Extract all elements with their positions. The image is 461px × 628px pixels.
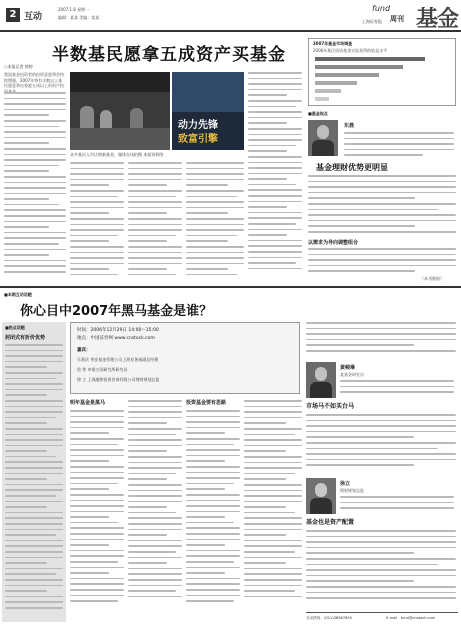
columnist-name: 东晨 [344,123,355,129]
main-headline: 半数基民愿拿五成资产买基金 [52,45,286,65]
page-header [0,0,461,32]
expert2-title: 理财规划总监 [340,488,364,493]
article1-column-3 [128,162,182,282]
forum-place: 地点：中国证券网 www.cnstock.com [77,336,155,341]
article1-column-2 [70,162,124,282]
hot-topic-body [5,344,63,618]
lower-section-tag: ■本期互动话题 [4,292,32,297]
footer-hotline: 互动热线：(021)38967855 [306,616,352,620]
forum-guest-1: 乐嘉庆 华安基金管理公司上海业务部副总经理 [77,357,159,362]
article1-lead: 我国基金投资者的投资意愿将会持续增强，2007年将有半数以上基民愿意拿出家庭五成以上的资产投 [4,72,64,89]
photo-caption: 众多基民入市认购新基金，媒体在场拍摄 本报资料图 [70,152,164,157]
article1-column-5 [248,72,302,282]
columnist-photo [308,120,338,156]
expert1-intro [340,380,454,398]
banner-ad-subtitle: 致富引擎 [178,134,218,145]
news-photo [70,72,170,150]
lower-column-1 [70,410,124,612]
forum-info-box [70,322,300,394]
hot-topic-title: 封闭式有折价优势 [5,335,46,341]
columnist-intro [344,132,454,160]
last-article-title: 基金也是资产配置 [306,519,355,526]
editor-credits: 编辑：某某 美编：某某 [58,15,100,20]
lower-column-2 [128,400,182,612]
section-divider [0,286,461,288]
right-section-tag: ■基金视点 [308,111,328,116]
hot-topic-sidebar [2,322,66,622]
hot-topic-tag: ■热点话题 [5,325,25,330]
lower-headline: 你心目中2007年黑马基金是谁？ [20,304,213,319]
survey-panel-title: 2007年基金市场调查 [313,41,353,46]
lower-right-body-2 [306,530,456,610]
right-article-subhead: 以需求为导向调整组合 [308,240,359,246]
forum-guest-2: 詹 铁 申银万国研究所研究员 [77,367,128,372]
survey-panel-subtitle: 2006年基民投资基金实际获得的收益水平 [313,48,388,53]
lower-column-3 [186,410,240,612]
brand-logo: 基金 [416,7,459,32]
page-number: 2 [6,8,20,22]
right-column-title: 市场马不如买台马 [306,403,355,410]
brand-weekly: 周刊 [390,15,404,23]
col3-title: 投资基金要有思路 [186,400,227,406]
right-article-source: （本刊数据） [420,276,444,281]
byline: ○本报记者 徐婷 [4,64,33,69]
banner-ad-title: 动力先锋 [178,120,218,131]
brand-fund: fund [372,4,391,13]
lower-column-4 [244,400,302,612]
right-article-body-1 [308,175,456,239]
brand-newspaper: 上海证券报 [362,19,382,24]
expert1-name: 黄峻琳 [340,365,356,371]
lower-right-body-1 [306,414,456,474]
survey-bars [315,57,451,103]
forum-guests-label: 嘉宾： [77,348,91,353]
banner-ad [172,72,244,150]
right-article-headline: 基金理财优势更明显 [316,163,388,172]
lower-right-intro [306,322,456,360]
section-label: 互动 [24,12,43,22]
article1-column-4 [186,162,244,282]
article1-column-1 [4,92,66,282]
expert1-title: 某基金研究员 [340,372,364,377]
footer-email: E-mail：fund@cnstock.com [386,616,436,620]
expert1-photo [306,362,336,398]
col1-title: 明年基金是黑马 [70,400,106,406]
forum-time: 时间：2006年12月29日 14:00～15:00 [77,328,159,333]
forum-guest-3: 徐 立 上海融智投资咨询有限公司理财规划总监 [77,377,160,382]
expert2-intro [340,496,454,514]
expert2-name: 徐立 [340,481,351,487]
page-footer [306,612,458,624]
survey-panel [308,38,456,106]
expert2-photo [306,478,336,514]
issue-date: 2007.1.8 星期一 [58,7,90,12]
